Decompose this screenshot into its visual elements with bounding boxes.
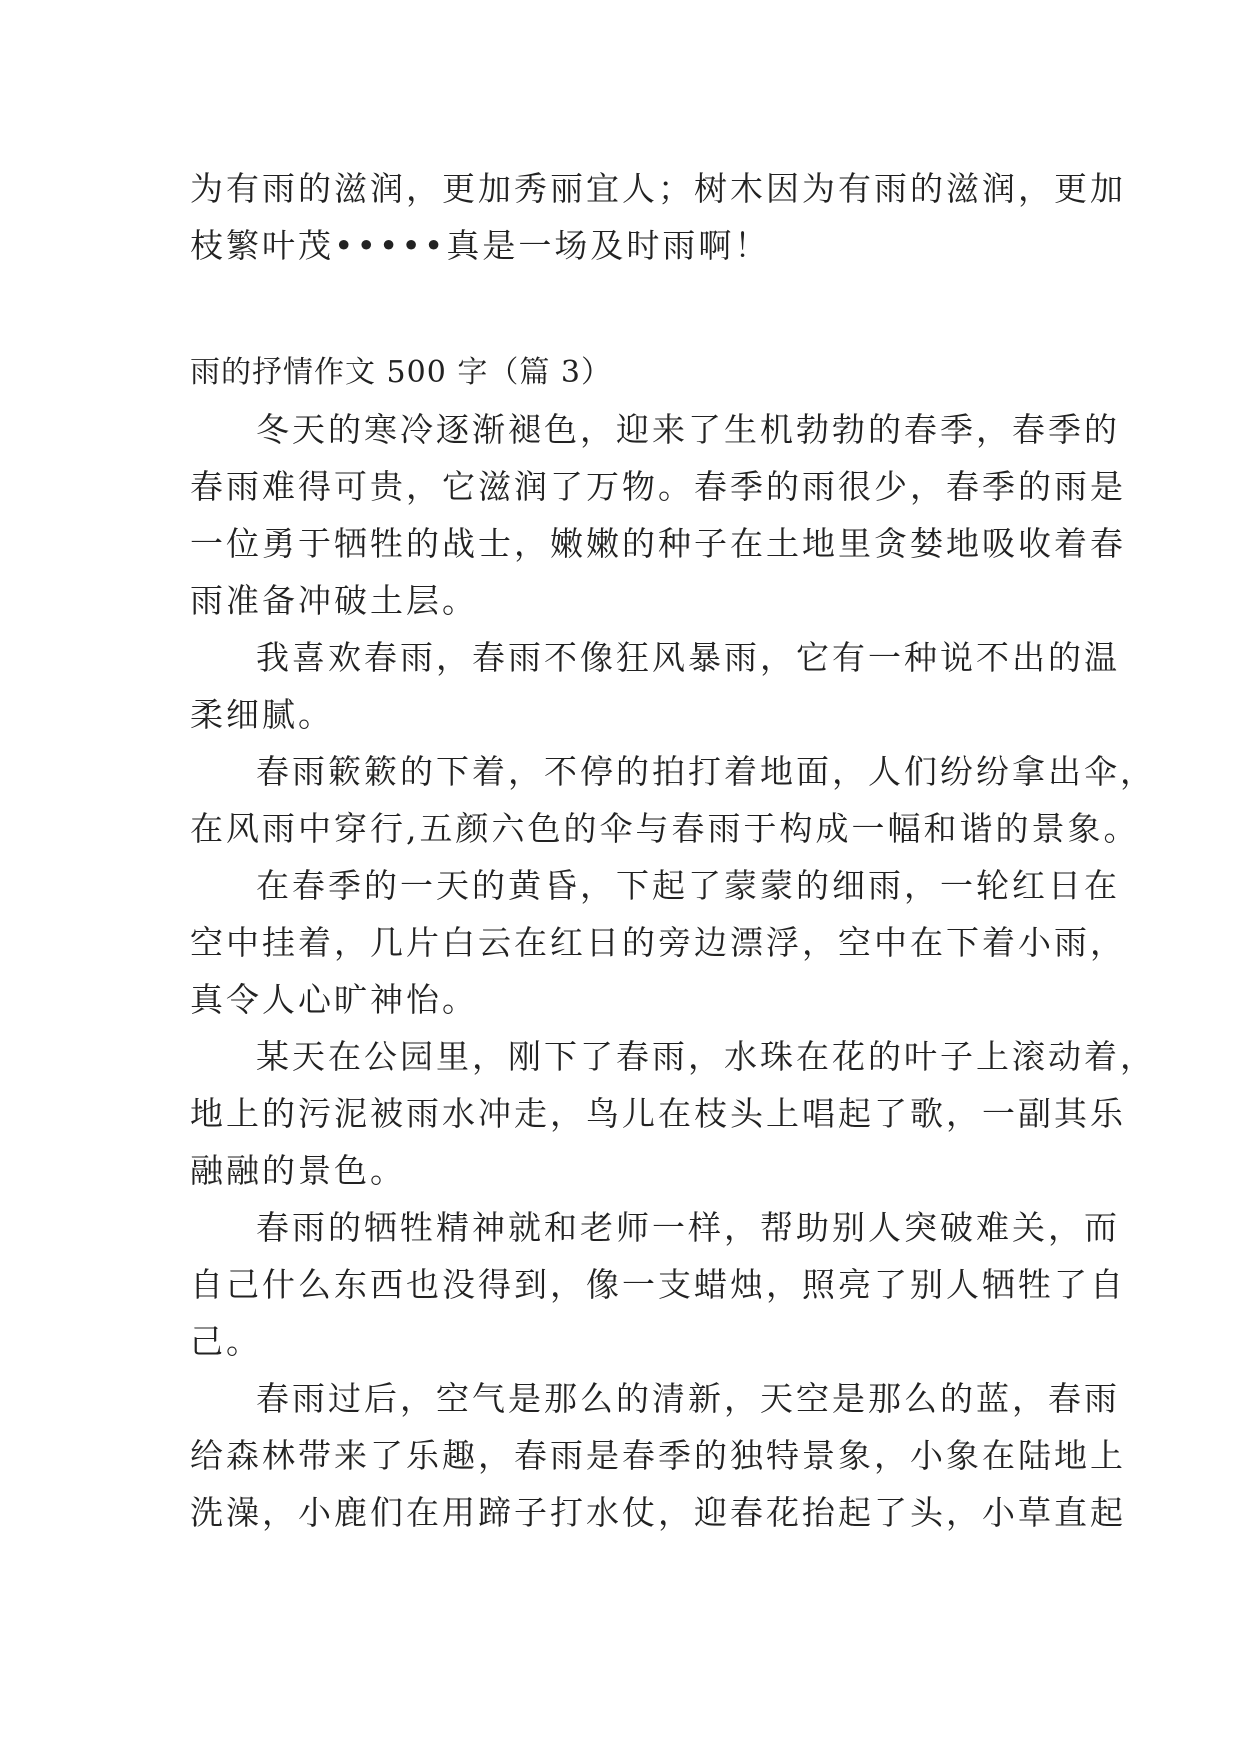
text-line: 给森林带来了乐趣，春雨是春季的独特景象，小象在陆地上 xyxy=(190,1436,1126,1475)
paragraph xyxy=(190,857,1126,1028)
text-line: 雨准备冲破土层。 xyxy=(190,581,478,620)
text-line: 春雨的牺牲精神就和老师一样，帮助别人突破难关，而 xyxy=(256,1208,1120,1247)
text-line: 一位勇于牺牲的战士，嫩嫩的种子在土地里贪婪地吸收着春 xyxy=(190,524,1126,563)
paragraph xyxy=(190,743,1156,857)
text-line: 春雨过后，空气是那么的清新，天空是那么的蓝，春雨 xyxy=(256,1379,1120,1418)
text-line: 枝繁叶茂•••••真是一场及时雨啊！ xyxy=(190,226,771,265)
document-body xyxy=(190,160,1156,1541)
text-line: 某天在公园里，刚下了春雨，水珠在花的叶子上滚动着， xyxy=(256,1037,1156,1076)
text-line: 地上的污泥被雨水冲走，鸟儿在枝头上唱起了歌，一副其乐 xyxy=(190,1094,1126,1133)
text-line: 在风雨中穿行,五颜六色的伞与春雨于构成一幅和谐的景象。 xyxy=(190,809,1140,848)
text-line: 为有雨的滋润，更加秀丽宜人；树木因为有雨的滋润，更加 xyxy=(190,169,1126,208)
section-title: 雨的抒情作文 500 字（篇 3） xyxy=(190,355,612,390)
continued-paragraph xyxy=(190,160,1126,274)
text-line: 己。 xyxy=(190,1322,262,1361)
text-line: 融融的景色。 xyxy=(190,1151,406,1190)
text-line: 在春季的一天的黄昏，下起了蒙蒙的细雨，一轮红日在 xyxy=(256,866,1120,905)
text-line: 冬天的寒冷逐渐褪色，迎来了生机勃勃的春季，春季的 xyxy=(256,410,1120,449)
section-gap xyxy=(190,274,1055,344)
text-line: 空中挂着，几片白云在红日的旁边漂浮，空中在下着小雨， xyxy=(190,923,1126,962)
paragraph xyxy=(190,401,1126,629)
text-line: 春雨难得可贵，它滋润了万物。春季的雨很少，春季的雨是 xyxy=(190,467,1126,506)
text-line: 我喜欢春雨，春雨不像狂风暴雨，它有一种说不出的温 xyxy=(256,638,1120,677)
text-line: 自己什么东西也没得到，像一支蜡烛，照亮了别人牺牲了自 xyxy=(190,1265,1126,1304)
paragraph xyxy=(190,1199,1126,1370)
text-line: 洗澡，小鹿们在用蹄子打水仗，迎春花抬起了头，小草直起 xyxy=(190,1493,1126,1532)
paragraph xyxy=(190,629,1120,743)
text-line: 真令人心旷神怡。 xyxy=(190,980,478,1019)
text-line: 柔细腻。 xyxy=(190,695,334,734)
paragraph xyxy=(190,1028,1156,1199)
paragraph xyxy=(190,1370,1126,1541)
text-line: 春雨簌簌的下着，不停的拍打着地面，人们纷纷拿出伞， xyxy=(256,752,1156,791)
